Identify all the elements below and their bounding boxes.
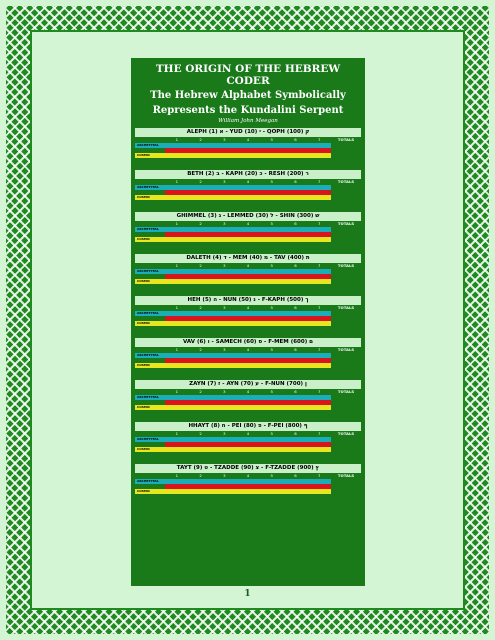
totals-header: TOTALS: [337, 389, 355, 394]
totals-header: TOTALS: [337, 347, 355, 352]
section-heading: VAV (6) ו - SAMECH (60) ס - F-MEM (600) ם: [135, 338, 361, 347]
cosmic-row: [135, 489, 361, 494]
sum-row-secondary: [135, 247, 361, 252]
letter-section: [135, 254, 361, 294]
column-number: 4: [246, 389, 250, 394]
letter-section: [135, 338, 361, 378]
column-number: 1: [175, 473, 179, 478]
totals-header: TOTALS: [337, 263, 355, 268]
column-number: 3: [223, 137, 226, 142]
column-number: 7: [317, 347, 321, 352]
content-panel: [131, 58, 365, 586]
row-cells: [165, 153, 331, 158]
section-heading: ZAYN (7) ז - AYN (70) ע - F-NUN (700) ן: [135, 380, 361, 389]
row-label: ARCHETYPAL: [135, 269, 165, 274]
row-label: ARCHETYPAL: [135, 227, 165, 232]
column-number: 5: [270, 263, 273, 268]
row-label: ARCHETYPAL: [135, 311, 165, 316]
column-number: 6: [294, 179, 297, 184]
cosmic-row: [135, 363, 361, 368]
section-heading: HEH (5) ה - NUN (50) נ - F-KAPH (500) ך: [135, 296, 361, 305]
column-number: 2: [199, 389, 202, 394]
totals-header: TOTALS: [337, 137, 355, 142]
column-number: 2: [199, 431, 202, 436]
column-number: 1: [175, 389, 179, 394]
sum-row-secondary: [135, 415, 361, 420]
column-number: 3: [223, 389, 226, 394]
column-number: 6: [294, 137, 297, 142]
sum-row-secondary: [135, 163, 361, 168]
row-cells: [165, 279, 331, 284]
column-number: 1: [175, 179, 179, 184]
sum-row-secondary: [135, 457, 361, 462]
column-number: 7: [317, 263, 321, 268]
column-number: 2: [199, 179, 202, 184]
letter-section: [135, 212, 361, 252]
page-title: THE ORIGIN OF THE HEBREW CODER: [155, 63, 341, 87]
column-number: 7: [317, 137, 321, 142]
cosmic-row: [135, 195, 361, 200]
cosmic-row: [135, 321, 361, 326]
column-number: 7: [317, 221, 321, 226]
column-number: 3: [223, 263, 226, 268]
row-cells: [165, 363, 331, 368]
letter-section: [135, 170, 361, 210]
column-number: 4: [246, 179, 250, 184]
column-number: 7: [317, 431, 321, 436]
letter-section: [135, 380, 361, 420]
row-label: ARCHETYPAL: [135, 437, 165, 442]
letter-section: [135, 296, 361, 336]
column-number: 2: [199, 305, 202, 310]
column-number: 5: [270, 347, 273, 352]
column-number: 5: [270, 179, 273, 184]
section-heading: TAYT (9) ט - TZADDE (90) צ - F-TZADDE (900) ץ: [135, 464, 361, 473]
column-number: 4: [246, 263, 250, 268]
column-number: 5: [270, 431, 273, 436]
totals-header: TOTALS: [337, 431, 355, 436]
row-cells: [165, 447, 331, 452]
column-number: 6: [294, 263, 297, 268]
column-number: 4: [246, 305, 250, 310]
letter-section: [135, 128, 361, 168]
subtitle-line-1: The Hebrew Alphabet Symbolically: [150, 90, 346, 101]
column-number: 2: [199, 263, 202, 268]
row-label: COSMIC: [135, 237, 165, 242]
column-number: 4: [246, 473, 250, 478]
cosmic-row: [135, 237, 361, 242]
row-cells: [165, 237, 331, 242]
totals-header: TOTALS: [337, 221, 355, 226]
column-number: 6: [294, 221, 297, 226]
row-label: ARCHETYPAL: [135, 479, 165, 484]
column-number: 6: [294, 347, 297, 352]
column-number: 7: [317, 305, 321, 310]
column-number: 5: [270, 473, 273, 478]
column-number: 5: [270, 305, 273, 310]
column-number: 4: [246, 431, 250, 436]
column-number: 5: [270, 389, 273, 394]
row-label: ARCHETYPAL: [135, 353, 165, 358]
column-number: 1: [175, 347, 179, 352]
row-label: COSMIC: [135, 153, 165, 158]
letter-section: [135, 422, 361, 462]
row-label: ARCHETYPAL: [135, 395, 165, 400]
column-number: 4: [246, 347, 250, 352]
column-number: 3: [223, 305, 226, 310]
column-number: 7: [317, 473, 321, 478]
column-number: 4: [246, 137, 250, 142]
row-cells: [165, 195, 331, 200]
column-number: 3: [223, 347, 226, 352]
section-heading: GHIMMEL (3) ג - LEMMED (30) ל - SHIN (300) ש: [135, 212, 361, 221]
row-label: ARCHETYPAL: [135, 185, 165, 190]
column-number: 7: [317, 389, 321, 394]
row-cells: [165, 489, 331, 494]
column-number: 2: [199, 137, 202, 142]
row-label: COSMIC: [135, 279, 165, 284]
row-label: ARCHETYPAL: [135, 143, 165, 148]
row-label: COSMIC: [135, 363, 165, 368]
sum-row-secondary: [135, 373, 361, 378]
column-number: 1: [175, 263, 179, 268]
section-heading: ALEPH (1) א - YUD (10) י - QOPH (100) ק: [135, 128, 361, 137]
subtitle-line-2: Represents the Kundalini Serpent: [152, 105, 344, 116]
row-cells: [165, 321, 331, 326]
totals-header: TOTALS: [337, 473, 355, 478]
column-number: 6: [294, 473, 297, 478]
column-number: 3: [223, 221, 226, 226]
row-label: COSMIC: [135, 321, 165, 326]
column-number: 1: [175, 305, 179, 310]
sum-row-secondary: [135, 205, 361, 210]
section-heading: HHAYT (8) ח - PEI (80) פ - F-PEI (800) ף: [135, 422, 361, 431]
column-number: 3: [223, 179, 226, 184]
section-heading: BETH (2) ב - KAPH (20) כ - RESH (200) ר: [135, 170, 361, 179]
column-number: 1: [175, 137, 179, 142]
row-label: COSMIC: [135, 489, 165, 494]
column-number: 3: [223, 473, 226, 478]
column-number: 6: [294, 431, 297, 436]
author-name: William John Meegan: [218, 118, 278, 124]
column-number: 1: [175, 431, 179, 436]
row-cells: [165, 405, 331, 410]
cosmic-row: [135, 405, 361, 410]
column-number: 3: [223, 431, 226, 436]
section-heading: DALETH (4) ד - MEM (40) מ - TAV (400) ת: [135, 254, 361, 263]
sum-row-secondary: [135, 289, 361, 294]
column-number: 7: [317, 179, 321, 184]
column-number: 1: [175, 221, 179, 226]
page-number: 1: [244, 589, 251, 599]
totals-header: TOTALS: [337, 179, 355, 184]
row-label: COSMIC: [135, 447, 165, 452]
column-number: 6: [294, 305, 297, 310]
row-label: COSMIC: [135, 405, 165, 410]
column-number: 6: [294, 389, 297, 394]
column-number: 5: [270, 221, 273, 226]
column-number: 5: [270, 137, 273, 142]
totals-header: TOTALS: [337, 305, 355, 310]
column-number: 2: [199, 473, 202, 478]
cosmic-row: [135, 447, 361, 452]
column-number: 2: [199, 347, 202, 352]
letter-section: [135, 464, 361, 504]
cosmic-row: [135, 279, 361, 284]
column-number: 2: [199, 221, 202, 226]
column-number: 4: [246, 221, 250, 226]
cosmic-row: [135, 153, 361, 158]
sum-row-secondary: [135, 331, 361, 336]
row-label: COSMIC: [135, 195, 165, 200]
sum-row-secondary: [135, 499, 361, 504]
sections-container: [135, 128, 361, 504]
